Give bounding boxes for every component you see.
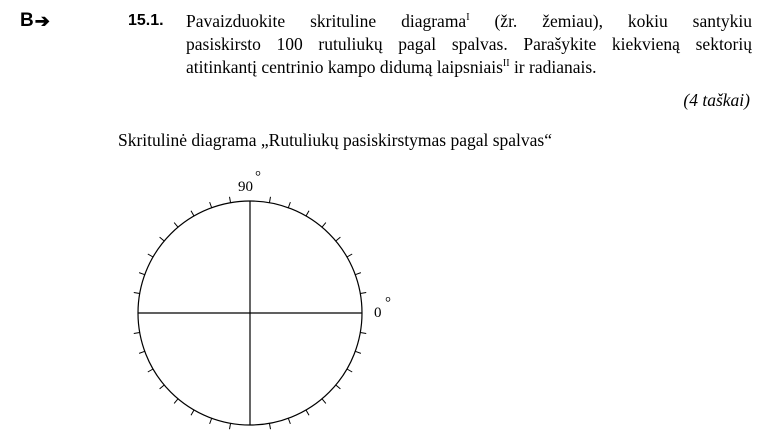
tick-mark	[210, 418, 212, 424]
label-0-degree: °	[385, 295, 391, 311]
tick-mark	[148, 254, 153, 257]
tick-mark	[230, 197, 231, 203]
tick-mark	[360, 332, 366, 333]
label-90-degree: °	[255, 169, 261, 185]
tick-mark	[347, 369, 352, 372]
section-letter: B	[20, 10, 34, 31]
tick-mark	[134, 332, 140, 333]
tick-mark	[230, 423, 231, 429]
task-number: 15.1.	[128, 12, 164, 29]
tick-mark	[139, 273, 145, 275]
points-label: (4 taškai)	[683, 90, 750, 110]
tick-mark	[134, 293, 140, 294]
tick-mark	[306, 211, 309, 216]
tick-mark	[269, 423, 270, 429]
tick-mark	[336, 237, 341, 241]
tick-mark	[288, 418, 290, 424]
tick-mark	[210, 202, 212, 208]
tick-mark	[174, 399, 178, 404]
tick-mark	[347, 254, 352, 257]
tick-mark	[148, 369, 153, 372]
tick-mark	[360, 293, 366, 294]
tick-mark	[191, 211, 194, 216]
tick-mark	[269, 197, 270, 203]
chart-title: Skritulinė diagrama „Rutuliukų pasiskirstymas pagal spalvas“	[118, 130, 553, 150]
circle-group	[134, 197, 366, 429]
arrow-right-icon: ➔	[34, 10, 50, 31]
task-line-1: Pavaizduokite skrituline diagrama$^I$ (žr. žemiau), kokiu santykiu	[186, 11, 752, 31]
tick-mark	[139, 351, 145, 353]
tick-mark	[355, 273, 361, 275]
task-line-2: pasiskirsto 100 rutuliukų pagal spalvas. Parašykite kiekvieną sektorių	[186, 34, 752, 54]
label-90: 90	[238, 179, 253, 195]
tick-mark	[322, 399, 326, 404]
task-line-3: atitinkantį centrinio kampo didumą laipsniais$^{II}$ ir radianais.	[186, 57, 597, 77]
tick-mark	[174, 223, 178, 228]
tick-mark	[355, 351, 361, 353]
tick-mark	[336, 385, 341, 389]
label-0: 0	[374, 305, 382, 321]
tick-mark	[191, 410, 194, 415]
tick-mark	[160, 385, 165, 389]
tick-mark	[322, 223, 326, 228]
tick-mark	[288, 202, 290, 208]
tick-mark	[160, 237, 165, 241]
tick-mark	[306, 410, 309, 415]
